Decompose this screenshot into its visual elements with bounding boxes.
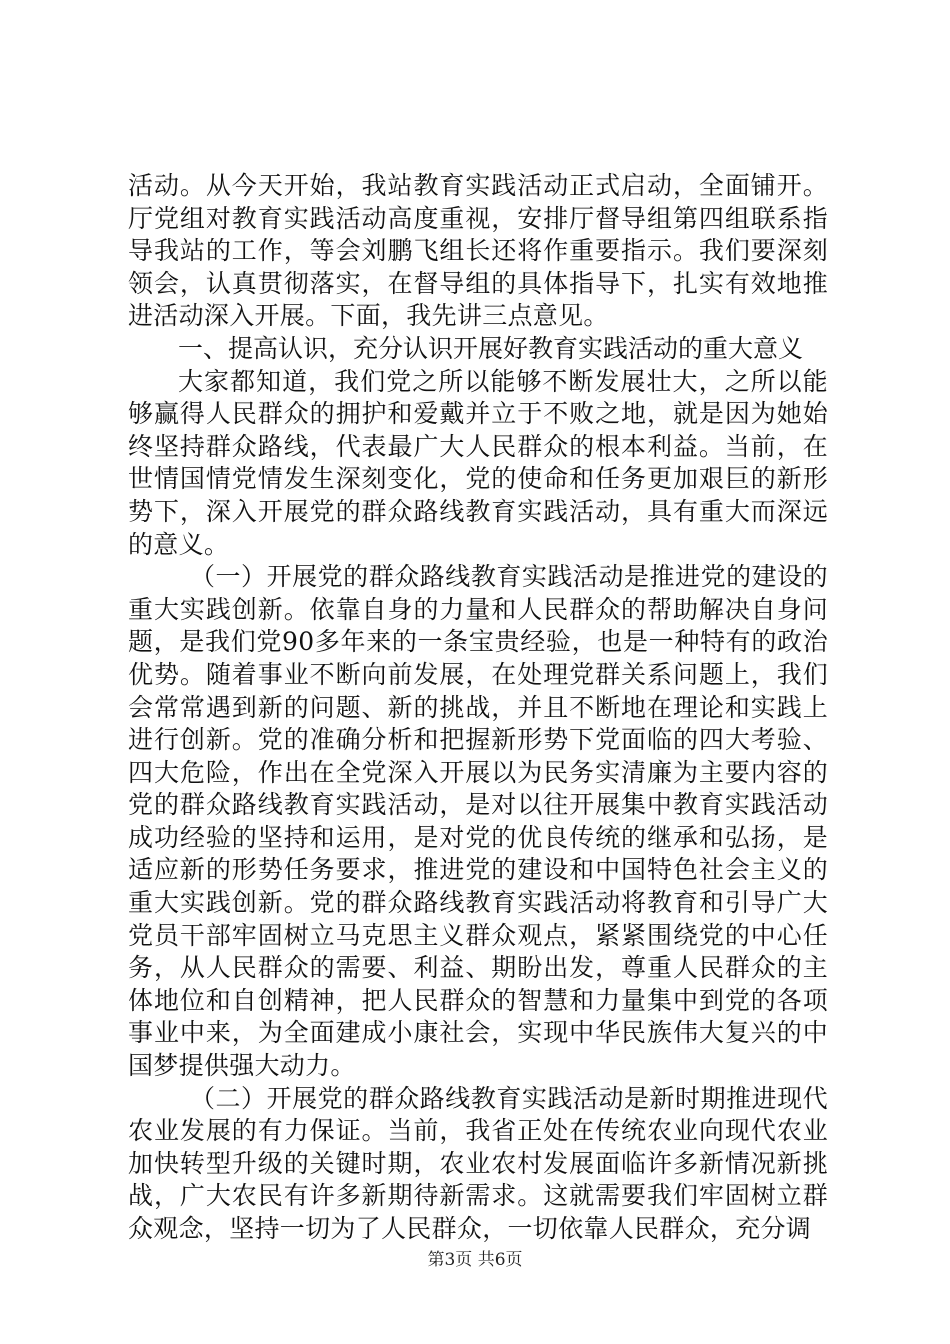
section-heading-1: 一、提高认识，充分认识开展好教育实践活动的重大意义 (178, 333, 804, 363)
paragraph-continuation: 活动。从今天开始，我站教育实践活动正式启动，全面铺开。厅党组对教育实践活动高度重视，安排厅督导组第四组联系指导我站的工作，等会刘鹏飞组长还将作重要指示。我们要深刻领会，认真贯彻落实，在督导组的具体指导下，扎实有效地推进活动深入开展。下面，我先讲三点意见。 (128, 171, 828, 331)
page-footer: 第3页 共6页 (427, 1250, 523, 1270)
document-body (128, 170, 828, 1246)
paragraph-point-2: （二）开展党的群众路线教育实践活动是新时期推进现代农业发展的有力保证。当前，我省正处在传统农业向现代农业加快转型升级的关键时期，农业农村发展面临许多新情况新挑战，广大农民有许多新期待新需求。这就需要我们牢固树立群众观念，坚持一切为了人民群众，一切依靠人民群众，充分调 (128, 1083, 828, 1243)
paragraph-intro: 大家都知道，我们党之所以能够不断发展壮大，之所以能够赢得人民群众的拥护和爱戴并立于不败之地，就是因为她始终坚持群众路线，代表最广大人民群众的根本利益。当前，在世情国情党情发生深刻变化，党的使命和任务更加艰巨的新形势下，深入开展党的群众路线教育实践活动，具有重大而深远的意义。 (128, 366, 828, 559)
paragraph-point-1: （一）开展党的群众路线教育实践活动是推进党的建设的重大实践创新。依靠自身的力量和人民群众的帮助解决自身问题，是我们党90多年来的一条宝贵经验，也是一种特有的政治优势。随着事业不断向前发展，在处理党群关系问题上，我们会常常遇到新的问题、新的挑战，并且不断地在理论和实践上进行创新。党的准确分析和把握新形势下党面临的四大考验、四大危险，作出在全党深入开展以为民务实清廉为主要内容的党的群众路线教育实践活动，是对以往开展集中教育实践活动成功经验的坚持和运用，是对党的优良传统的继承和弘扬，是适应新的形势任务要求，推进党的建设和中国特色社会主义的重大实践创新。党的群众路线教育实践活动将教育和引导广大党员干部牢固树立马克思主义群众观点，紧紧围绕党的中心任务，从人民群众的需要、利益、期盼出发，尊重人民群众的主体地位和自创精神，把人民群众的智慧和力量集中到党的各项事业中来，为全面建成小康社会，实现中华民族伟大复兴的中国梦提供强大动力。 (128, 562, 828, 1081)
